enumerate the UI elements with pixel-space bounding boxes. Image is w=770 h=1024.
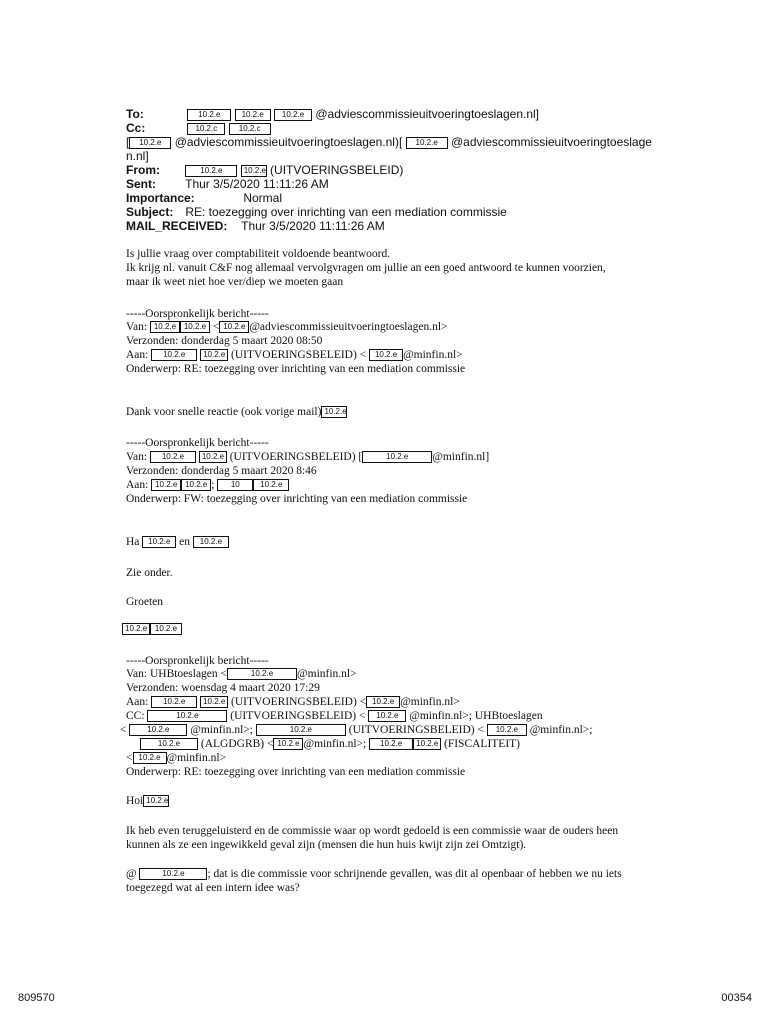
- redaction-box: 10.2.e: [369, 349, 403, 361]
- cc-continuation-line-2: n.nl]: [126, 149, 149, 163]
- redaction-box: 10.2.e: [369, 738, 413, 750]
- cc-line: CC: 10.2.e (UITVOERINGSBELEID) < 10.2.e @minfin.nl>; UHBtoeslagen: [126, 710, 543, 722]
- redaction-box: 10.2.e: [151, 479, 181, 491]
- redaction-box: 10.2.e: [321, 406, 347, 418]
- cc-continuation-line: [ 10.2.e @adviescommissieuitvoeringtoeslagen.nl)[ 10.2.e @adviescommissieuitvoeringtoeslage: [126, 135, 652, 149]
- footer-left-number: 809570: [18, 992, 55, 1004]
- redaction-box: 10.2.e: [274, 109, 312, 121]
- redaction-box: 10.2.e: [241, 165, 267, 177]
- body-line: kunnen als ze een ingewikkeld geval zijn (mensen die hun huis kwijt zijn zei Omtzigt).: [126, 839, 527, 851]
- redaction-box: 10.2.e: [147, 710, 227, 722]
- body-line: Zie onder.: [126, 567, 173, 579]
- redaction-box: 10.2.e: [200, 349, 228, 361]
- original-message-separator: -----Oorspronkelijk bericht-----: [126, 437, 269, 449]
- redaction-box: 10.2.e: [185, 165, 237, 177]
- footer-right-number: 00354: [721, 992, 752, 1004]
- redaction-box: 10.2.e: [143, 795, 169, 807]
- redaction-box: 10.2.e: [199, 451, 227, 463]
- redaction-box: 10.2.e: [235, 109, 271, 121]
- redaction-box: 10.2.e: [180, 321, 210, 333]
- redaction-box: 10.2.e: [150, 321, 180, 333]
- onderwerp-line: Onderwerp: RE: toezegging over inrichting van een mediation commissie: [126, 363, 466, 375]
- mail-received-line: MAIL_RECEIVED: Thur 3/5/2020 11:11:26 AM: [126, 219, 385, 233]
- redaction-box: 10.2.e: [129, 724, 187, 736]
- body-line: Is jullie vraag over comptabiliteit voldoende beantwoord.: [126, 248, 391, 260]
- redaction-box: 10.2.e: [181, 479, 211, 491]
- aan-line: Aan: 10.2.e 10.2.e (UITVOERINGSBELEID) < 10.2.e @minfin.nl>: [126, 696, 460, 708]
- redaction-box: 10.2.e: [368, 710, 406, 722]
- redaction-box: 10.2.e: [142, 536, 176, 548]
- to-line: To: 10.2.e 10.2.e 10.2.e @adviescommissieuitvoeringtoeslagen.nl]: [126, 107, 539, 121]
- redaction-box: 10: [217, 479, 253, 491]
- original-message-separator: -----Oorspronkelijk bericht-----: [126, 655, 269, 667]
- body-line: toegezegd wat al een intern idee was?: [126, 882, 300, 894]
- cc-continuation-line-2: 10.2.e (ALGDGRB) < 10.2.e @minfin.nl>; 10.2.e 10.2.e (FISCALITEIT): [140, 738, 520, 751]
- redaction-box: 10.2.e: [487, 724, 527, 736]
- from-line: From: 10.2.e 10.2.e (UITVOERINGSBELEID): [126, 163, 404, 177]
- redaction-box: 10.2.e: [139, 868, 207, 880]
- redaction-box: 10.2.e: [366, 696, 400, 708]
- subject-line: Subject: RE: toezegging over inrichting van een mediation commissie: [126, 205, 507, 219]
- redaction-box: 10.2.e: [200, 696, 228, 708]
- van-line: Van: 10.2.e 10.2.e (UITVOERINGSBELEID) [ 10.2.e @minfin.nl]: [126, 451, 490, 463]
- redaction-box: 10.2.e: [150, 451, 196, 463]
- redaction-box: 10.2.e: [219, 321, 249, 333]
- aan-line: Aan: 10.2.e 10.2.e (UITVOERINGSBELEID) < 10.2.e @minfin.nl>: [126, 349, 463, 361]
- importance-line: Importance: Normal: [126, 191, 283, 205]
- redaction-box: 10.2.e: [193, 536, 229, 548]
- body-line: Ik krijg nl. vanuit C&F nog allemaal vervolgvragen om jullie an een goed antwoord te kunnen voorzien,: [126, 262, 606, 274]
- verzonden-line: Verzonden: woensdag 4 maart 2020 17:29: [126, 682, 320, 694]
- greeting-line: Hoi 10.2.e: [126, 795, 169, 807]
- redaction-box: 10.2.e: [256, 724, 346, 736]
- body-line: @ 10.2.e ; dat is die commissie voor schrijnende gevallen, was dit al openbaar of hebben we nu iets: [126, 868, 622, 880]
- redaction-box: 10.2.e: [151, 696, 197, 708]
- redaction-box: 10.2.e: [362, 451, 432, 463]
- signature-line: [122, 623, 182, 636]
- cc-line: Cc: 10.2.c 10.2.c: [126, 122, 271, 135]
- redaction-box: 10.2.e: [406, 137, 448, 149]
- cc-continuation-line-3: < 10.2.e @minfin.nl>: [126, 752, 227, 764]
- redaction-box: 10.2.c: [187, 123, 225, 135]
- body-line: maar ik weet niet hoe ver/diep we moeten gaan: [126, 276, 344, 288]
- verzonden-line: Verzonden: donderdag 5 maart 2020 8:46: [126, 465, 317, 477]
- original-message-separator: -----Oorspronkelijk bericht-----: [126, 308, 269, 320]
- greeting-line: Ha 10.2.e en 10.2.e: [126, 536, 229, 549]
- redaction-box: 10.2.e: [151, 349, 197, 361]
- van-line: Van: UHBtoeslagen < 10.2.e @minfin.nl>: [126, 668, 357, 680]
- verzonden-line: Verzonden: donderdag 5 maart 2020 08:50: [126, 335, 323, 347]
- redaction-box: 10.2.e: [273, 738, 303, 750]
- van-line: Van: 10.2.e 10.2.e < 10.2.e @adviescommissieuitvoeringtoeslagen.nl>: [126, 321, 448, 333]
- redaction-box: 10.2.e: [140, 738, 198, 750]
- redaction-box: 10.2.e: [413, 738, 441, 750]
- redaction-box: 10.2.e: [122, 623, 150, 635]
- body-line: Dank voor snelle reactie (ook vorige mail) 10.2.e: [126, 406, 347, 418]
- redaction-box: 10.2.e: [253, 479, 289, 491]
- sent-line: Sent: Thur 3/5/2020 11:11:26 AM: [126, 177, 329, 191]
- onderwerp-line: Onderwerp: FW: toezegging over inrichting van een mediation commissie: [126, 493, 468, 505]
- redaction-box: 10.2.e: [150, 623, 182, 635]
- aan-line: Aan: 10.2.e 10.2.e ; 10 10.2.e: [126, 479, 289, 492]
- cc-continuation-line: < 10.2.e @minfin.nl>; 10.2.e (UITVOERINGSBELEID) < 10.2.e @minfin.nl>;: [120, 724, 593, 736]
- redaction-box: 10.2.e: [133, 752, 167, 764]
- redaction-box: 10.2.e: [227, 668, 297, 680]
- redaction-box: 10.2.c: [229, 123, 271, 135]
- body-line: Ik heb even teruggeluisterd en de commissie waar op wordt gedoeld is een commissie waar de ouders heen: [126, 825, 619, 837]
- onderwerp-line: Onderwerp: RE: toezegging over inrichting van een mediation commissie: [126, 766, 466, 778]
- redaction-box: 10.2.e: [187, 109, 231, 121]
- body-line: Groeten: [126, 596, 164, 608]
- redaction-box: 10.2.e: [129, 137, 171, 149]
